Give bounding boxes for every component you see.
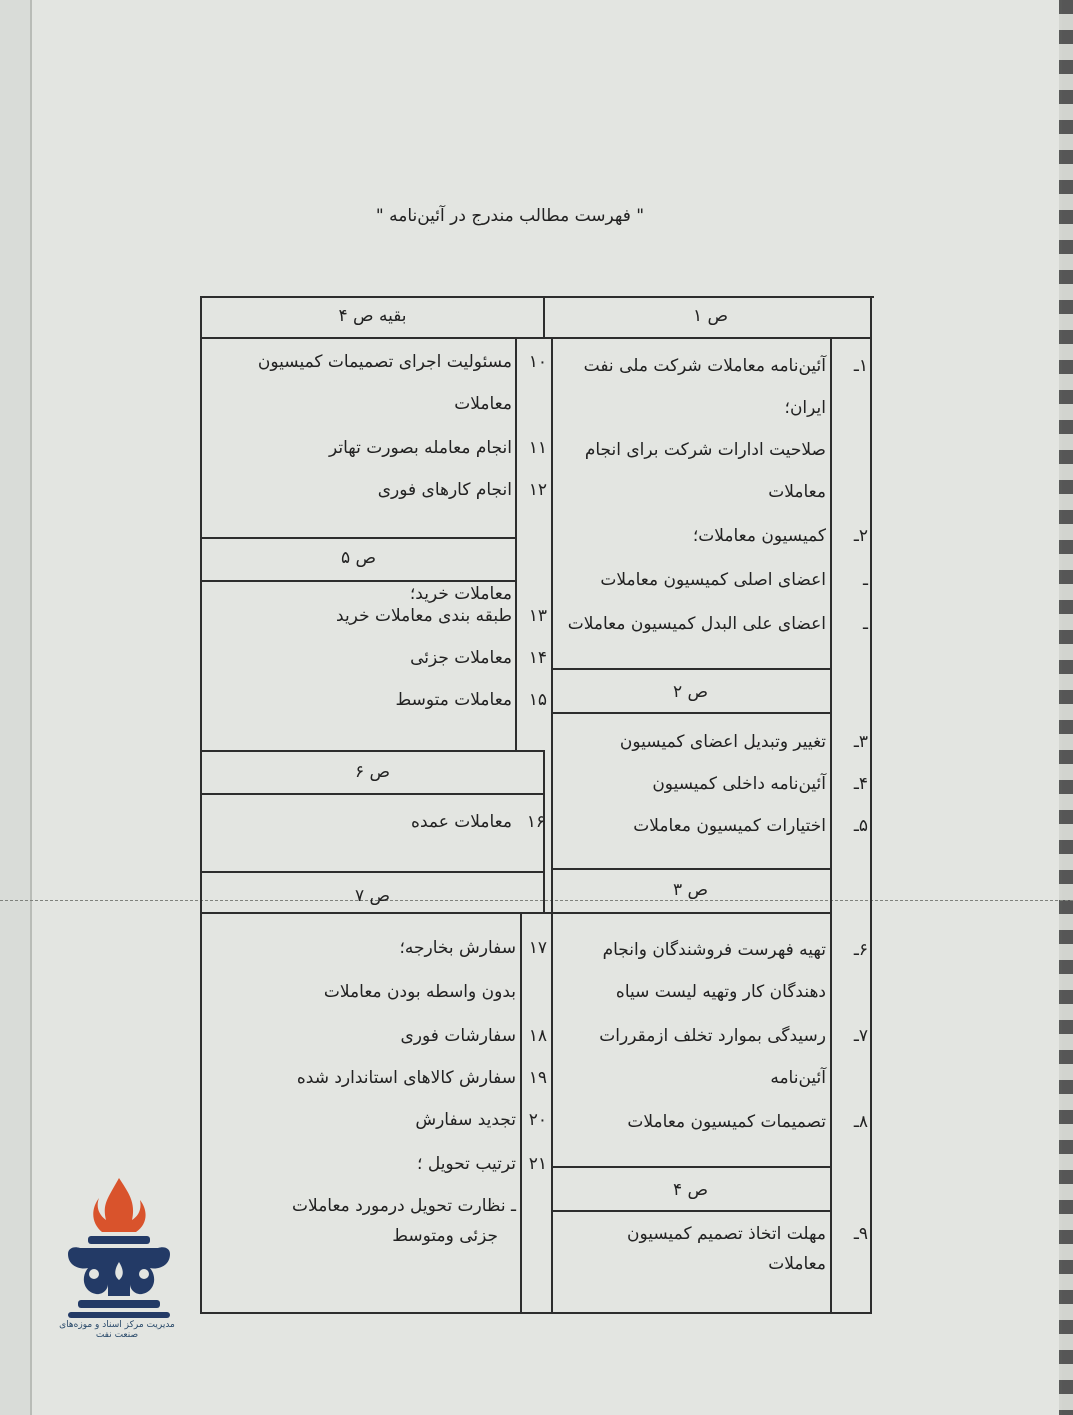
- item-number: ۵ـ: [853, 816, 868, 836]
- list-item: جزئی ومتوسط: [392, 1226, 498, 1246]
- list-item: معاملات متوسط: [395, 690, 512, 710]
- logo-caption: مدیریت مرکز اسناد و موزه‌های صنعت نفت: [59, 1320, 175, 1340]
- list-item: تصمیمات کمیسیون معاملات: [627, 1112, 826, 1132]
- list-item: مهلت اتخاذ تصمیم کمیسیون: [626, 1224, 826, 1244]
- list-item: اختیارات کمیسیون معاملات: [633, 816, 826, 836]
- left-header-page-6: ص ۶: [354, 762, 391, 782]
- item-number: ۱۹: [528, 1068, 547, 1088]
- list-item: ایران؛: [784, 398, 826, 418]
- left-header-page-4-cont: بقیه ص ۴: [338, 306, 407, 326]
- oil-industry-logo-icon: [58, 1170, 180, 1345]
- left-header-page-7: ص ۷: [354, 886, 391, 906]
- list-item: دهندگان کار وتهیه لیست سیاه: [615, 982, 826, 1002]
- item-number: ـ: [863, 614, 868, 634]
- list-item: طبقه بندی معاملات خرید: [336, 606, 512, 626]
- spiral-binding: [1059, 0, 1073, 1415]
- item-number: ۱۶: [526, 812, 545, 832]
- item-number: ۲۱: [528, 1154, 547, 1174]
- list-item: تهیه فهرست فروشندگان وانجام: [602, 940, 826, 960]
- item-number: ۱۱: [528, 438, 547, 458]
- list-item: مسئولیت اجرای تصمیمات کمیسیون: [257, 352, 512, 372]
- document-title: " فهرست مطالب مندرج در آئین‌نامه ": [375, 206, 645, 226]
- item-number: ۹ـ: [853, 1224, 868, 1244]
- right-header-page-4: ص ۴: [672, 1180, 709, 1200]
- list-item: انجام معامله بصورت تهاتر: [328, 438, 512, 458]
- item-number: ۲ـ: [853, 526, 868, 546]
- list-item: رسیدگی بموارد تخلف ازمقررات: [599, 1026, 826, 1046]
- item-number: ۱۲: [528, 480, 547, 500]
- list-item: سفارش کالاهای استاندارد شده: [296, 1068, 516, 1088]
- item-number: ۸ـ: [853, 1112, 868, 1132]
- list-item: انجام کارهای فوری: [377, 480, 512, 500]
- item-number: ۲۰: [528, 1110, 547, 1130]
- list-item: ـ نظارت تحویل درمورد معاملات: [292, 1196, 516, 1216]
- item-number: ـ: [863, 570, 868, 590]
- item-number: ۷ـ: [853, 1026, 868, 1046]
- left-header-page-5: ص ۵: [340, 548, 377, 568]
- list-item: معاملات جزئی: [410, 648, 512, 668]
- list-item: ترتیب تحویل ؛: [417, 1154, 516, 1174]
- list-item: سفارش بخارجه؛: [399, 938, 516, 958]
- list-item: تغییر وتبدیل اعضای کمیسیون: [619, 732, 826, 752]
- right-header-page-2: ص ۲: [672, 682, 709, 702]
- list-item: سفارشات فوری: [400, 1026, 516, 1046]
- list-item: آئین‌نامه: [770, 1068, 826, 1088]
- item-number: ۴ـ: [853, 774, 868, 794]
- item-number: ۱۴: [528, 648, 547, 668]
- item-number: ۱۳: [528, 606, 547, 626]
- item-number: ۱۵: [528, 690, 547, 710]
- list-item: بدون واسطه بودن معاملات: [323, 982, 516, 1002]
- list-item: معاملات: [454, 394, 512, 414]
- list-item: معاملات عمده: [411, 812, 512, 832]
- right-header-page-3: ص ۳: [672, 880, 709, 900]
- list-item: معاملات خرید؛: [409, 584, 512, 604]
- item-number: ۳ـ: [853, 732, 868, 752]
- list-item: صلاحیت ادارات شرکت برای انجام: [584, 440, 826, 460]
- item-number: ۱۰: [528, 352, 547, 372]
- list-item: اعضای علی البدل کمیسیون معاملات: [567, 614, 826, 634]
- list-item: آئین‌نامه داخلی کمیسیون: [652, 774, 826, 794]
- list-item: اعضای اصلی کمیسیون معاملات: [600, 570, 826, 590]
- list-item: تجدید سفارش: [415, 1110, 516, 1130]
- item-number: ۶ـ: [853, 940, 868, 960]
- list-item: معاملات: [768, 1254, 826, 1274]
- item-number: ۱۸: [528, 1026, 547, 1046]
- list-item: آئین‌نامه معاملات شرکت ملی نفت: [583, 356, 826, 376]
- list-item: کمیسیون معاملات؛: [692, 526, 826, 546]
- right-header-page-1: ص ۱: [692, 306, 729, 326]
- item-number: ۱۷: [528, 938, 547, 958]
- item-number: ۱ـ: [853, 356, 868, 376]
- list-item: معاملات: [768, 482, 826, 502]
